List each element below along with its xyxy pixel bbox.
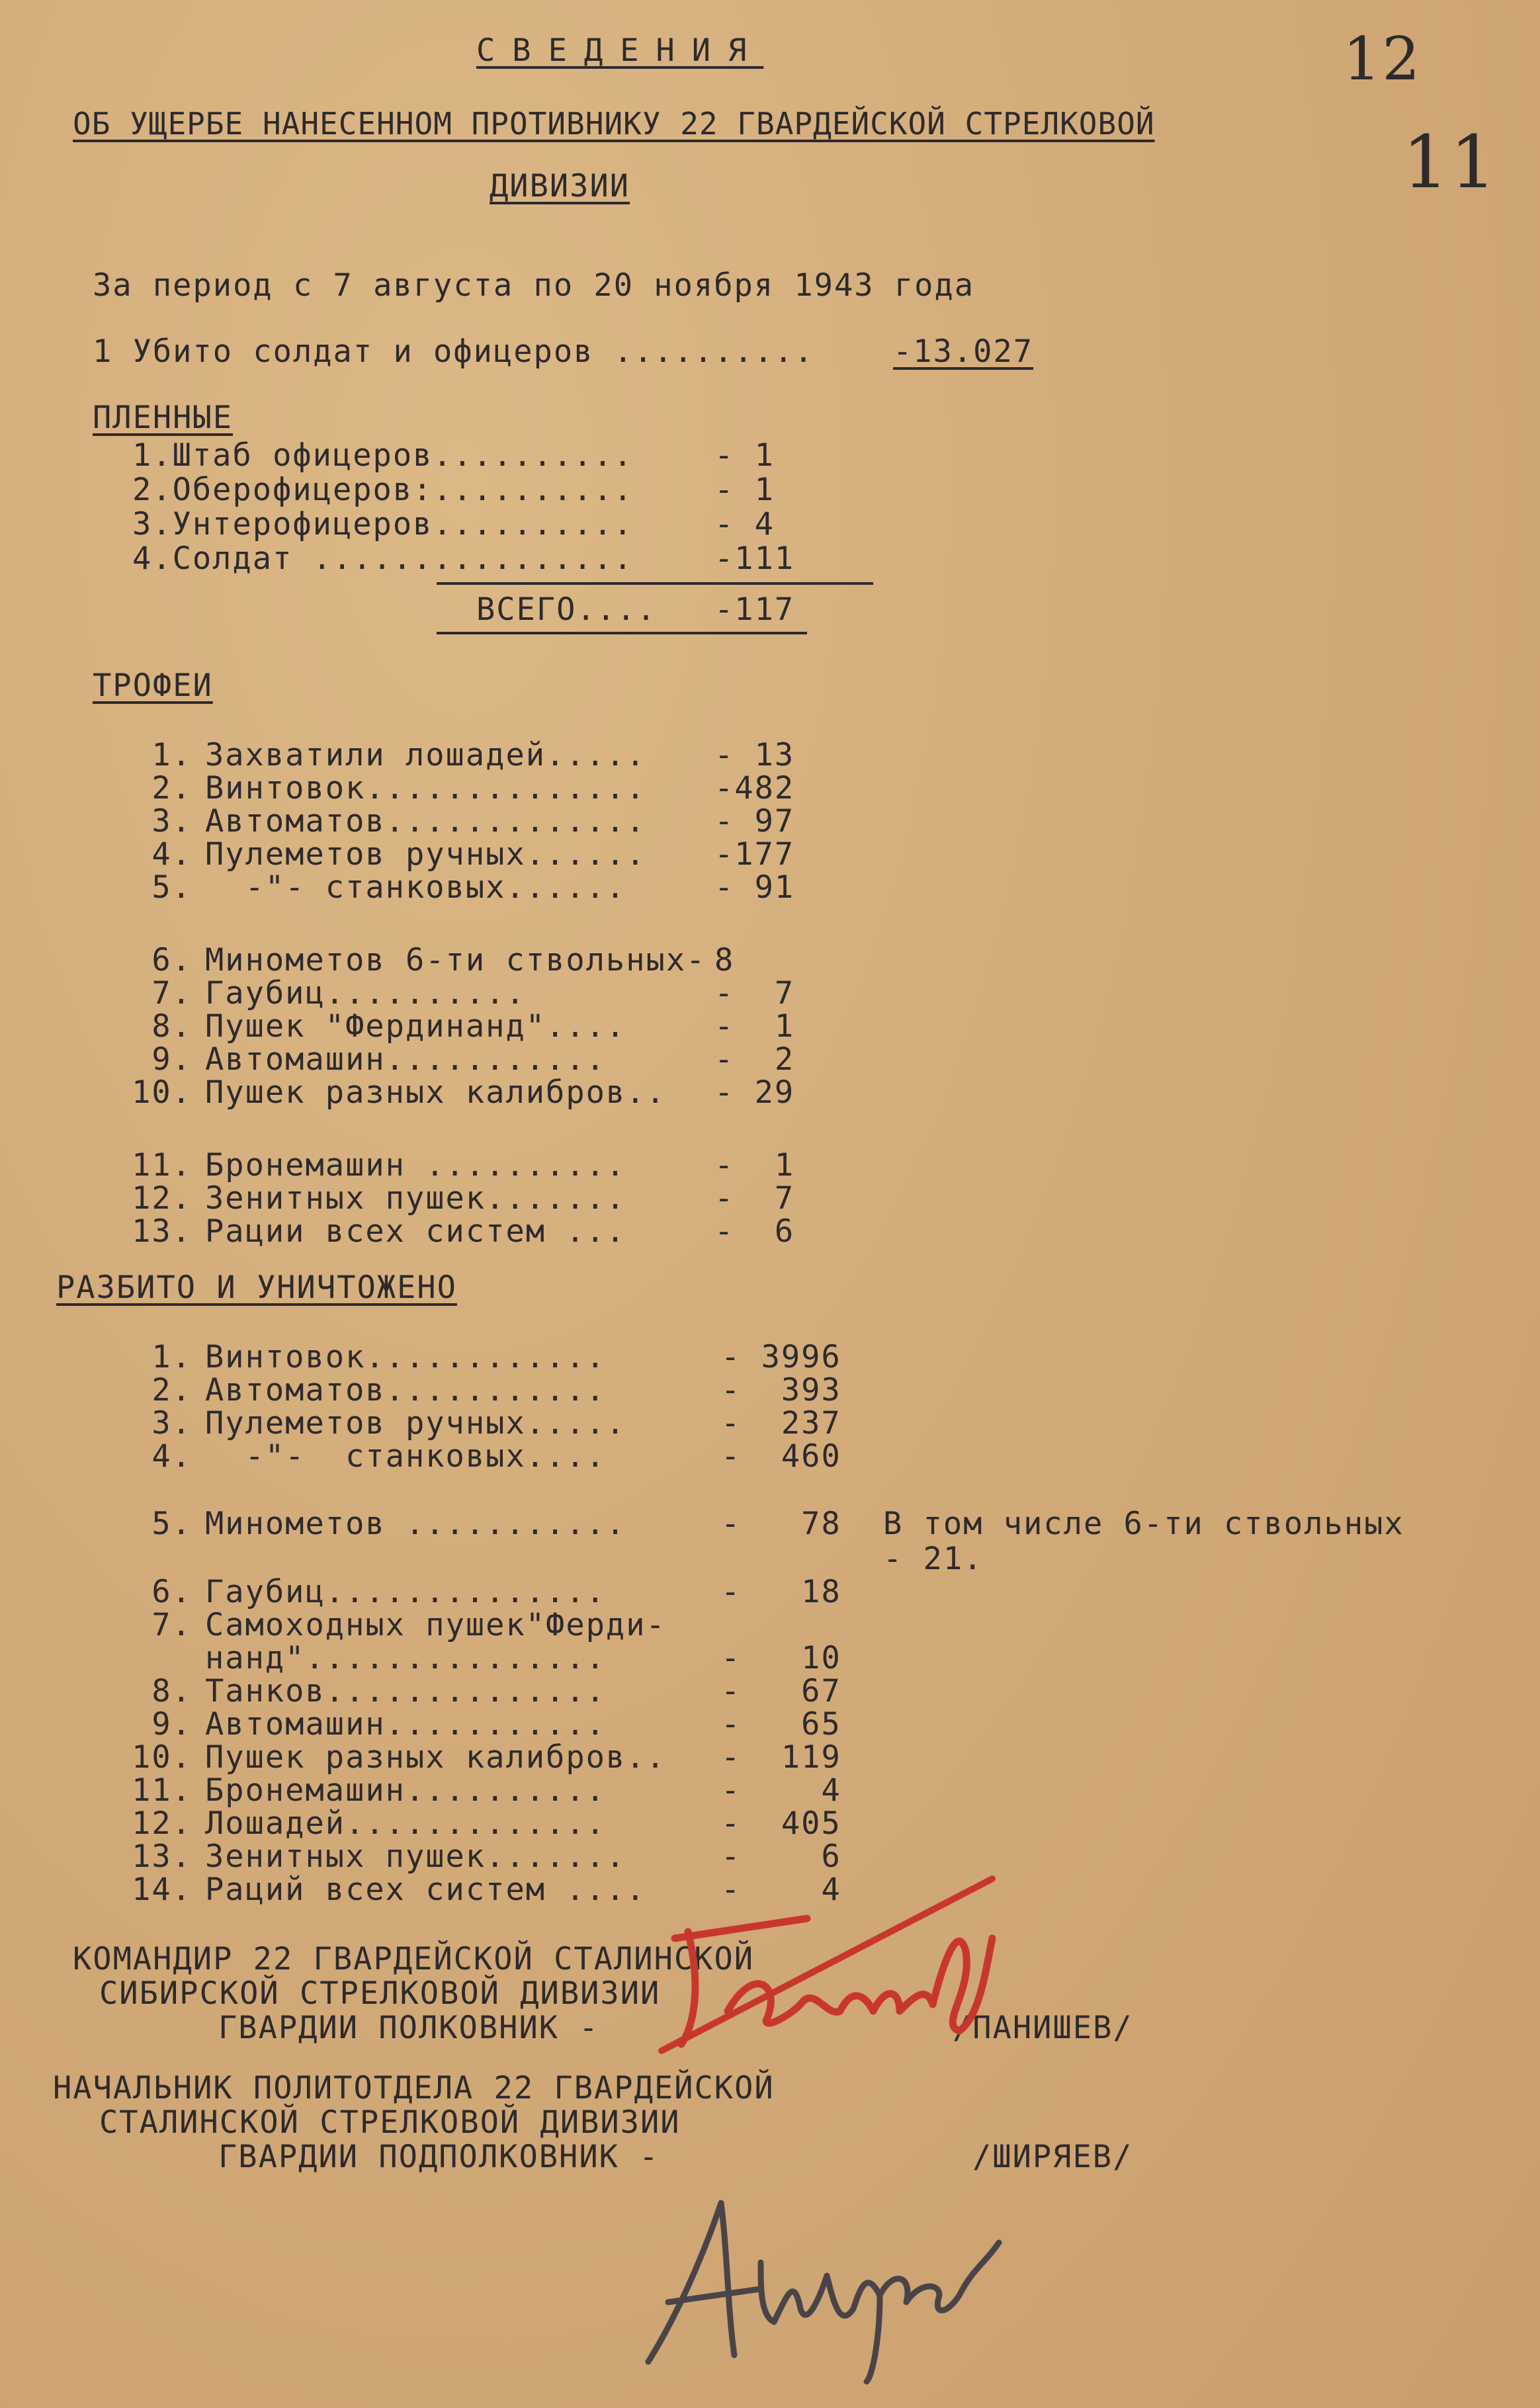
- prisoners-item-value: -111: [714, 540, 795, 577]
- item-label: Танков..............: [205, 1673, 606, 1709]
- item-label: Автомашин...........: [205, 1041, 606, 1078]
- item-number: 4.: [151, 836, 192, 873]
- item-number: 13.: [132, 1838, 192, 1875]
- item-value: - 237: [721, 1405, 841, 1441]
- item-number: 12.: [132, 1805, 192, 1842]
- chief-signature: [628, 2163, 1039, 2388]
- item-label: Пулеметов ручных.....: [205, 1405, 626, 1441]
- prisoners-item-value: - 1: [714, 472, 775, 508]
- item-number: 9.: [151, 1706, 192, 1742]
- destroyed-heading: РАЗБИТО И УНИЧТОЖЕНО: [56, 1269, 457, 1306]
- item-label: нанд"...............: [205, 1640, 606, 1676]
- item-label: Автоматов...........: [205, 1372, 606, 1408]
- item-label: Бронемашин..........: [205, 1772, 606, 1809]
- item-value: -482: [714, 770, 795, 806]
- item-value: - 460: [721, 1438, 841, 1475]
- item-label: Минометов ...........: [205, 1506, 626, 1542]
- prisoners-total-value: -117: [714, 591, 795, 628]
- item-value: - 29: [714, 1074, 795, 1111]
- commander-title-line-2: СИБИРСКОЙ СТРЕЛКОВОЙ ДИВИЗИИ: [99, 1975, 661, 2012]
- item-number: 1.: [151, 737, 192, 773]
- commander-title-line-1: КОМАНДИР 22 ГВАРДЕЙСКОЙ СТАЛИНСКОЙ: [73, 1941, 755, 1977]
- item-label: Пушек разных калибров..: [205, 1739, 666, 1776]
- trophies-heading: ТРОФЕИ: [93, 667, 213, 704]
- item-label: Автоматов.............: [205, 803, 646, 839]
- item-value: - 2: [714, 1041, 795, 1078]
- chief-title-line-3: ГВАРДИИ ПОДПОЛКОВНИК -: [218, 2139, 660, 2175]
- prisoners-total-label: ВСЕГО....: [476, 591, 657, 628]
- item-number: 8.: [151, 1673, 192, 1709]
- item-number: 13.: [132, 1213, 192, 1250]
- item-value: - 3996: [721, 1339, 841, 1375]
- item-label: Зенитных пушек.......: [205, 1180, 626, 1217]
- item-number: 12.: [132, 1180, 192, 1217]
- item-value: - 4: [721, 1772, 841, 1809]
- item-number: 1.: [151, 1339, 192, 1375]
- item-value: - 97: [714, 803, 795, 839]
- item-number: 4.: [151, 1438, 192, 1475]
- item-number: 3.: [151, 803, 192, 839]
- page-mark-archive: 11: [1402, 120, 1498, 204]
- item-value: - 1: [714, 1008, 795, 1045]
- item-label: Раций всех систем ....: [205, 1871, 646, 1908]
- commander-signature: [648, 1852, 1019, 2064]
- item-value: - 13: [714, 737, 795, 773]
- item-label: -"- станковых......: [205, 869, 626, 906]
- item-value: - 4: [721, 1871, 841, 1908]
- item-value: - 393: [721, 1372, 841, 1408]
- chief-title-line-1: НАЧАЛЬНИК ПОЛИТОТДЕЛА 22 ГВАРДЕЙСКОЙ: [53, 2070, 775, 2106]
- item-value: - 78: [721, 1506, 841, 1542]
- item-number: 10.: [132, 1739, 192, 1776]
- commander-title-line-3: ГВАРДИИ ПОЛКОВНИК -: [218, 2010, 599, 2046]
- item-number: 10.: [132, 1074, 192, 1111]
- item-value: - 67: [721, 1673, 841, 1709]
- prisoners-item-label: 3.Унтерофицеров..........: [132, 506, 634, 542]
- item-value: - 1: [714, 1147, 795, 1183]
- item-label: Минометов 6-ти ствольных-: [205, 942, 706, 978]
- prisoners-sum-rule: [437, 582, 873, 585]
- item-number: 5.: [151, 1506, 192, 1542]
- item-label: Захватили лошадей.....: [205, 737, 646, 773]
- item-number: 9.: [151, 1041, 192, 1078]
- item-value: - 7: [714, 975, 795, 1011]
- item-number: 8.: [151, 1008, 192, 1045]
- item-value: 8: [714, 942, 735, 978]
- item-label: Винтовок..............: [205, 770, 646, 806]
- item-value: - 18: [721, 1574, 841, 1610]
- item-label: Автомашин...........: [205, 1706, 606, 1742]
- document-subtitle-2: ДИВИЗИИ: [490, 168, 630, 204]
- item-number: 6.: [151, 1574, 192, 1610]
- prisoners-heading: ПЛЕННЫЕ: [93, 400, 234, 436]
- prisoners-item-value: - 4: [714, 506, 775, 542]
- prisoners-total-rule: [437, 632, 807, 634]
- item-label: Пушек разных калибров..: [205, 1074, 666, 1111]
- item-value: - 10: [721, 1640, 841, 1676]
- item-value: - 119: [721, 1739, 841, 1776]
- item-label: Винтовок............: [205, 1339, 606, 1375]
- item-number: 11.: [132, 1147, 192, 1183]
- chief-title-line-2: СТАЛИНСКОЙ СТРЕЛКОВОЙ ДИВИЗИИ: [99, 2104, 681, 2141]
- chief-name: /ШИРЯЕВ/: [972, 2139, 1133, 2175]
- item-number: 14.: [132, 1871, 192, 1908]
- item-value: -177: [714, 836, 795, 873]
- killed-label: 1 Убито солдат и офицеров ..........: [93, 333, 814, 370]
- item-number: 2.: [151, 1372, 192, 1408]
- item-value: - 91: [714, 869, 795, 906]
- item-value: - 65: [721, 1706, 841, 1742]
- item-label: Гаубиц..............: [205, 1574, 606, 1610]
- mortar-note-line-1: В том числе 6-ти ствольных: [883, 1506, 1404, 1542]
- prisoners-item-label: 2.Оберофицеров:..........: [132, 472, 634, 508]
- document-subtitle: ОБ УЩЕРБЕ НАНЕСЕННОМ ПРОТИВНИКУ 22 ГВАРДЕЙСКОЙ СТРЕЛКОВОЙ: [73, 106, 1155, 142]
- document-title: СВЕДЕНИЯ: [476, 32, 764, 69]
- item-value: - 6: [721, 1838, 841, 1875]
- prisoners-item-label: 4.Солдат ................: [132, 540, 634, 577]
- prisoners-item-value: - 1: [714, 437, 775, 474]
- item-label: Гаубиц..........: [205, 975, 526, 1011]
- item-label: Лошадей.............: [205, 1805, 606, 1842]
- period-line: За период с 7 августа по 20 ноября 1943 года: [93, 267, 975, 304]
- prisoners-item-label: 1.Штаб офицеров..........: [132, 437, 634, 474]
- item-number: 7.: [151, 975, 192, 1011]
- mortar-note-line-2: - 21.: [883, 1541, 984, 1577]
- item-value: - 7: [714, 1180, 795, 1217]
- commander-name: /ПАНИШЕВ/: [953, 2010, 1133, 2046]
- item-number: 3.: [151, 1405, 192, 1441]
- item-number: 7.: [151, 1607, 192, 1643]
- item-value: - 6: [714, 1213, 795, 1250]
- item-number: 11.: [132, 1772, 192, 1809]
- item-label: Бронемашин ..........: [205, 1147, 626, 1183]
- item-label: Самоходных пушек"Ферди-: [205, 1607, 666, 1643]
- page-mark-number: 12: [1343, 24, 1422, 94]
- item-number: 5.: [151, 869, 192, 906]
- item-number: 2.: [151, 770, 192, 806]
- killed-value: -13.027: [893, 333, 1034, 370]
- item-label: Пушек "Фердинанд"....: [205, 1008, 626, 1045]
- item-label: Пулеметов ручных......: [205, 836, 646, 873]
- item-label: Рации всех систем ...: [205, 1213, 626, 1250]
- item-number: 6.: [151, 942, 192, 978]
- item-label: -"- станковых....: [205, 1438, 606, 1475]
- item-label: Зенитных пушек.......: [205, 1838, 626, 1875]
- item-value: - 405: [721, 1805, 841, 1842]
